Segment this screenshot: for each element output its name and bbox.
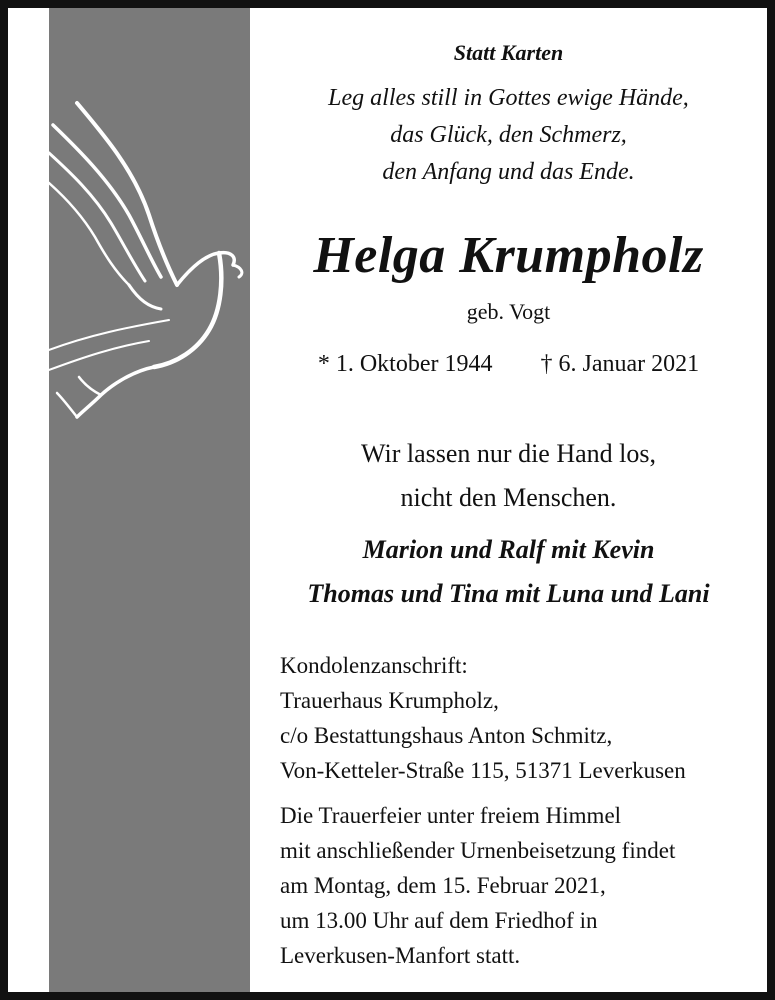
verse-line: Leg alles still in Gottes ewige Hände, [328, 85, 689, 111]
address-line: c/o Bestattungshaus Anton Schmitz, [280, 723, 613, 748]
birth-date: * 1. Oktober 1944 [317, 351, 493, 377]
quote-line: nicht den Menschen. [400, 483, 617, 512]
mourners [250, 528, 767, 616]
condolence-address [280, 648, 686, 788]
address-line: Von-Ketteler-Straße 115, 51371 Leverkusen [280, 758, 686, 783]
service-info [280, 798, 675, 973]
mourner-line: Marion und Ralf mit Kevin [362, 535, 655, 564]
address-line: Kondolenzanschrift: [280, 653, 468, 678]
life-dates [250, 351, 767, 378]
verse-line: das Glück, den Schmerz, [390, 122, 627, 148]
death-date: † 6. Januar 2021 [540, 351, 700, 377]
quote-line: Wir lassen nur die Hand los, [360, 439, 656, 468]
service-line: mit anschließender Urnenbeisetzung findet [280, 838, 676, 863]
mourner-line: Thomas und Tina mit Luna und Lani [307, 579, 710, 608]
service-line: um 13.00 Uhr auf dem Friedhof in [280, 908, 598, 933]
quote [250, 432, 767, 520]
service-line: Die Trauerfeier unter freiem Himmel [280, 803, 622, 828]
birth-name: geb. Vogt [466, 299, 551, 324]
service-line: am Montag, dem 15. Februar 2021, [280, 873, 606, 898]
service-line: Leverkusen-Manfort statt. [280, 943, 521, 968]
address-line: Trauerhaus Krumpholz, [280, 688, 499, 713]
statt-karten-heading: Statt Karten [453, 40, 564, 65]
verse-line: den Anfang und das Ende. [382, 159, 635, 185]
verse [250, 80, 767, 191]
obituary-content [250, 8, 767, 992]
dove-icon [49, 95, 250, 425]
deceased-name: Helga Krumpholz [313, 227, 704, 284]
